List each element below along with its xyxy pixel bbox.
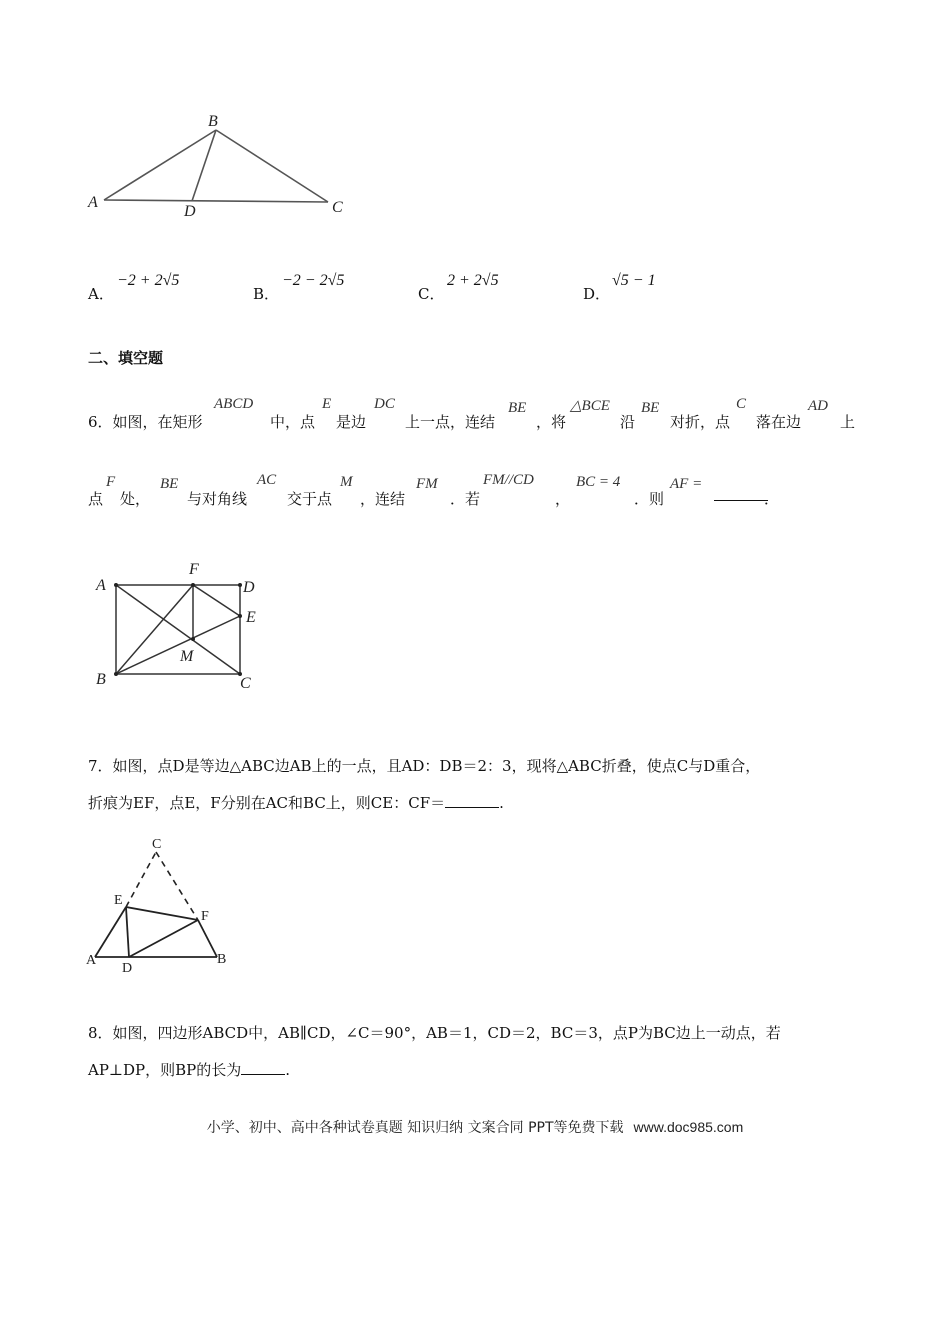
option-d-letter: D． [583,285,611,303]
segment-fe [193,585,240,616]
segment-df [129,920,198,957]
diagonal-ac [116,585,240,674]
label-a: A [96,577,106,594]
segment-bd [192,130,216,201]
label-e: E [246,609,256,626]
q6-math: FM [416,476,438,492]
option-a-letter: A． [88,285,114,303]
q6-math: C [736,396,747,412]
q6-text: 对折，点 [670,413,731,431]
label-e: E [114,893,123,908]
figure-rectangle-abcd [90,558,280,693]
q6-text: 与对角线 [187,490,248,508]
q7-text: . [499,794,504,812]
label-c: C [152,837,162,852]
figure-folded-triangle [80,832,240,977]
label-a: A [86,953,97,968]
question-7-line-1: 7．如图，点D是等边△ABC边AB上的一点，且AD：DB＝2：3，现将△ABC折叠，使点C与D重合， [88,757,761,775]
label-d: D [243,579,255,596]
q6-math: BE [641,400,660,416]
label-f: F [189,561,199,578]
segment-bc [216,130,328,202]
label-d: D [184,203,196,220]
q6-text: 上一点，连结 [405,413,496,431]
q6-text: 沿 [620,413,636,431]
label-b: B [208,113,218,130]
segment-bf [198,920,217,957]
q6-math: FM//CD [483,472,534,488]
q6-text: 是边 [336,413,367,431]
q6-math: BE [508,400,527,416]
dashed-cf [156,852,198,920]
q6-math: AC [257,472,277,488]
segment-ef [126,907,198,920]
q8-text: . [285,1061,291,1079]
q6-math: AD [808,398,828,414]
figure-triangle-abd [80,108,360,223]
label-f: F [201,909,209,924]
question-8-line-2 [88,1059,290,1080]
option-c-expr: 2 + 2√5 [447,272,499,289]
section-title: 二、填空题 [88,349,164,367]
dashed-ec [126,852,156,907]
q6-math: F [106,474,116,490]
page-footer [0,1117,950,1137]
q7-text: 折痕为EF，点E，F分别在AC和BC上，则CE：CF＝ [88,794,446,812]
option-c-letter: C． [418,285,445,303]
label-c: C [240,675,251,692]
question-7-line-2 [88,792,504,813]
q6-math: △BCE [570,398,610,414]
segment-ac [104,200,328,202]
label-b: B [96,671,106,688]
q6-text: ， [555,490,571,508]
q6-text: ．若 [450,490,481,508]
segment-ed [126,907,129,957]
q8-answer-blank[interactable] [241,1060,285,1075]
q6-math: DC [374,396,395,412]
q8-text: AP⊥DP，则BP的长为 [88,1061,242,1079]
q6-math: AF = [670,476,703,492]
q7-answer-blank[interactable] [445,793,499,808]
q6-text: 落在边 [756,413,802,431]
q6-text: 6．如图，在矩形 [88,413,203,431]
q6-text: 中，点 [270,413,316,431]
segment-ae [95,907,126,957]
q6-math: BC = 4 [576,474,621,490]
label-m: M [180,648,194,665]
label-a: A [88,194,98,211]
label-b: B [217,952,227,967]
segment-ab [104,130,216,200]
q6-text: ，将 [536,413,567,431]
q6-text: 点 [88,490,104,508]
option-b-expr: −2 − 2√5 [282,272,345,289]
segment-be [116,616,240,674]
q6-text: 处， [120,490,151,508]
q6-text: ．则 [634,490,665,508]
q6-math: BE [160,476,179,492]
q6-text: 交于点 [287,490,333,508]
label-c: C [332,199,343,216]
q6-answer-blank[interactable] [714,486,768,505]
q6-text: ，连结 [360,490,406,508]
q6-math: M [340,474,353,490]
option-a-expr: −2 + 2√5 [117,272,180,289]
q6-text: ． [764,490,780,508]
footer-url[interactable]: www.doc985.com [633,1119,744,1135]
q6-math: ABCD [214,396,254,412]
option-b-letter: B． [253,285,280,303]
option-d-expr: √5 − 1 [612,272,656,289]
question-8-line-1: 8．如图，四边形ABCD中，AB∥CD，∠C＝90°，AB＝1，CD＝2，BC＝3，点P为BC边上一动点，若 [88,1024,781,1042]
label-d: D [122,961,133,976]
footer-text: 小学、初中、高中各种试卷真题 知识归纳 文案合同 PPT等免费下载 [206,1120,624,1136]
q6-math: E [322,396,332,412]
q6-text: 上 [840,413,856,431]
